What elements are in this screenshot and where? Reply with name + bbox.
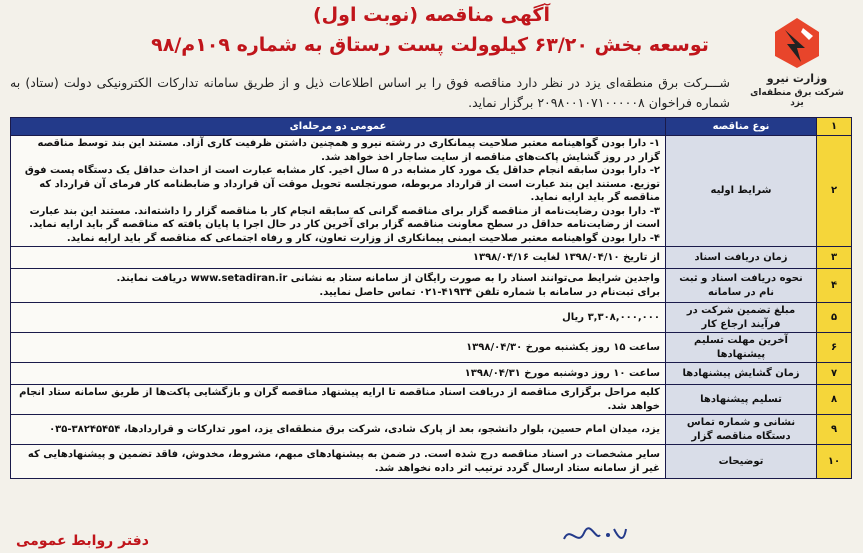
table-row [11,136,852,247]
content-line: ۴- دارا بودن گواهینامه معتبر صلاحیت ایمنی پیمانکاری از وزارت تعاون، کار و رفاه اجتماعی که مناقصه گر باید ارایه نماید. [66,232,660,244]
table-row [11,118,852,136]
row-content [11,247,666,269]
notice-subtitle: توسعه بخش ۶۳/۲۰ کیلوولت پست رستاق به شماره ۱۰۹م/۹۸ [151,34,709,56]
content-line: از تاریخ ۱۳۹۸/۰۴/۱۰ لغایت ۱۳۹۸/۰۴/۱۶ [472,251,660,263]
row-content [11,445,666,479]
signature [560,521,630,551]
row-content [11,136,666,247]
row-number: ۳ [817,247,852,269]
row-label: توضیحات [666,445,817,479]
row-content [11,385,666,415]
signature-icon [560,521,630,547]
notice-title: آگهی مناقصه (نوبت اول) [313,4,550,26]
row-number: ۸ [817,385,852,415]
row-number: ۷ [817,363,852,385]
row-label: آخرین مهلت تسلیم پیشنهادها [666,333,817,363]
content-line: ۲- دارا بودن سابقه انجام حداقل یک مورد کار مشابه در ۵ سال اخیر. کار مشابه عبارت است از احداث حداقل یک دستگاه پست فوق توزیع. مستند این بند عبارت است از قرارداد مربوطه، صورتجلسه تحویل موقت آن قرارداد و ضابطنامه کار فرمای آن قرارداد که مناقصه گر باید ارایه نماید. [24,165,660,203]
row-number: ۵ [817,303,852,333]
table-row [11,415,852,445]
table-row [11,247,852,269]
row-label: شرایط اولیه [666,136,817,247]
content-line: ساعت ۱۰ روز دوشنبه مورخ ۱۳۹۸/۰۴/۳۱ [464,367,660,379]
company-name: شرکت برق منطقه‌ای یزد [750,88,844,108]
row-label: نحوه دریافت اسناد و ثبت نام در سامانه [666,269,817,303]
content-line: ۱- دارا بودن گواهینامه معتبر صلاحیت پیمانکاری در رشته نیرو و همچنین داشتن ظرفیت کاری آزاد. مستند این بند توسط مناقصه گزار در روز گشایش پاکت‌های مناقصه از سایت ساجار اخذ خواهد شد. [37,138,660,163]
row-label: تسلیم پیشنهادها [666,385,817,415]
row-content [11,118,666,136]
row-content [11,333,666,363]
table-row [11,333,852,363]
table-row [11,303,852,333]
row-number: ۶ [817,333,852,363]
content-line: کلیه مراحل برگزاری مناقصه از دریافت اسناد مناقصه تا ارایه پیشنهاد مناقصه گران و بازگشایی پاکت‌ها از طریق سامانه ستاد انجام خواهد شد. [19,387,660,412]
row-number: ۱ [817,118,852,136]
row-label: زمان گشایش پیشنهادها [666,363,817,385]
content-line: سایر مشخصات در اسناد مناقصه درج شده است. در ضمن به پیشنهادهای مبهم، مشروط، مخدوش، فاقد تضمین و پیشنهادهایی که غیر از سامانه ستاد ارسال گردد ترتیب اثر داده نخواهد شد. [27,449,660,474]
table-row [11,363,852,385]
table-row [11,445,852,479]
row-content [11,269,666,303]
table-row [11,385,852,415]
row-number: ۴ [817,269,852,303]
company-logo [745,14,849,108]
ministry-name: وزارت نیرو [766,72,828,85]
content-line: یزد، میدان امام حسین، بلوار دانشجو، بعد از پارک شادی، شرکت برق منطقه‌ای یزد، امور تدارکات و قراردادها، ۳۸۲۴۵۴۵۴-۰۳۵ [49,423,660,435]
row-content [11,415,666,445]
content-line: ۳- دارا بودن رضایت‌نامه از مناقصه گزار برای مناقصه گرانی که سابقه انجام کار با مناقصه گزار را داشته‌اند. مستند این بند عبارت است از رضایت‌نامه حداقل در سطح معاونت مناقصه گزار برای آخرین کار در حال اجرا یا پایان یافته که مناقصه گر باید ارایه نماید. [29,205,660,230]
row-label: زمان دریافت اسناد [666,247,817,269]
tender-details-table [10,117,852,479]
row-label: نشانی و شماره تماس دستگاه مناقصه گزار [666,415,817,445]
row-number: ۹ [817,415,852,445]
row-content [11,303,666,333]
row-content [11,363,666,385]
table-row [11,269,852,303]
content-line: ساعت ۱۵ روز یکشنبه مورخ ۱۳۹۸/۰۴/۳۰ [466,341,660,353]
row-label: نوع مناقصه [666,118,817,136]
tavanir-logo-icon [767,14,827,70]
intro-paragraph: شـــرکت برق منطقه‌ای یزد در نظر دارد مناقصه فوق را بر اساس اطلاعات ذیل و از طریق سامانه تدارکات الکترونیکی دولت (ستاد) به شماره فراخوان ۲۰۹۸۰۰۱۰۷۱۰۰۰۰۰۸ برگزار نماید. [10,75,730,110]
public-relations-office: دفتر روابط عمومی [16,533,149,549]
row-label: مبلغ تضمین شرکت در فرآیند ارجاع کار [666,303,817,333]
content-line: برای ثبت‌نام در سامانه با شماره تلفن ۴۱۹۳۴-۰۲۱ تماس حاصل نمایید. [319,286,660,298]
row-number: ۱۰ [817,445,852,479]
content-line: عمومی دو مرحله‌ای [289,120,387,132]
row-number: ۲ [817,136,852,247]
content-line: واجدین شرایط می‌توانند اسناد را به صورت رایگان از سامانه ستاد به نشانی www.setadiran.ir دریافت نمایند. [116,273,660,284]
content-line: ۳,۳۰۸,۰۰۰,۰۰۰ ریال [562,311,660,323]
